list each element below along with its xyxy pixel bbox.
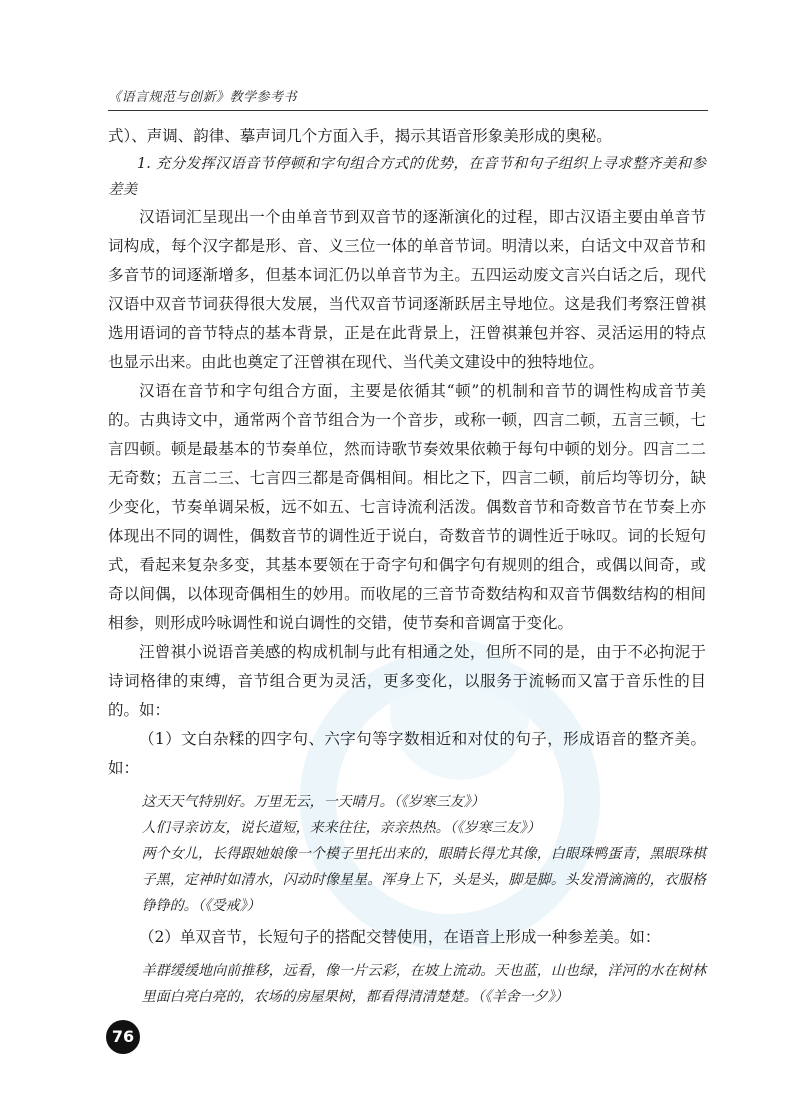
main-text: [108, 122, 706, 1014]
quote-block: [142, 789, 706, 919]
quote-line: 这天天气特别好。万里无云，一天晴月。（《岁寒三友》）: [141, 794, 485, 810]
page-number: 76: [106, 1020, 140, 1054]
paragraph: 汉语在音节和字句组合方面，主要是依循其“顿”的机制和音节的调性构成音节美的。古典诗文中，通常两个音节组合为一个音步，或称一顿，四言二顿，五言三顿，七言四顿。顿是最基本的节奏单位，然而诗歌节奏效果依赖于每句中顿的划分。四言二二无奇数；五言二三、七言四三都是奇偶相间。相比之下，四言二顿，前后均等切分，缺少变化，节奏单调呆板，远不如五、七言诗流利活泼。偶数音节和奇数音节在节奏上亦体现出不同的调性，偶数音节的调性近于说白，奇数音节的调性近于咏叹。词的长短句式，看起来复杂多变，其基本要领在于奇字句和偶字句有规则的组合，或偶以间奇，或奇以间偶，以体现奇偶相生的妙用。而收尾的三音节奇数结构和双音节偶数结构的相间相参，则形成吟咏调性和说白调性的交错，使节奏和音调富于变化。: [108, 382, 706, 632]
section-heading: 1. 充分发挥汉语音节停顿和字句组合方式的优势，在音节和句子组织上寻求整齐美和参差美: [108, 156, 706, 198]
quote-block: [142, 958, 706, 1010]
paragraph: 汪曾祺小说语音美感的构成机制与此有相通之处，但所不同的是，由于不必拘泥于诗词格律的束缚，音节组合更为灵活，更多变化，以服务于流畅而又富于音乐性的目的。如：: [108, 643, 706, 719]
list-item: （2）单双音节，长短句子的搭配交替使用，在语音上形成一种参差美。如：: [139, 928, 661, 946]
paragraph: 汉语词汇呈现出一个由单音节到双音节的逐渐演化的过程，即古汉语主要由单音节词构成，每个汉字都是形、音、义三位一体的单音节词。明清以来，白话文中双音节和多音节的词逐渐增多，但基本词汇仍以单音节为主。五四运动废文言兴白话之后，现代汉语中双音节词获得很大发展，当代双音节词逐渐跃居主导地位。这是我们考察汪曾祺选用语词的音节特点的基本背景，正是在此背景上，汪曾祺兼包并容、灵活运用的特点也显示出来。由此也奠定了汪曾祺在现代、当代美文建设中的独特地位。: [108, 208, 706, 371]
header-rule: [108, 110, 708, 111]
running-header: 《语言规范与创新》教学参考书: [108, 90, 298, 105]
list-item: （1）文白杂糅的四字句、六字句等字数相近和对仗的句子，形成语音的整齐美。如：: [108, 730, 706, 777]
paragraph-continuation: 式）、声调、韵律、摹声词几个方面入手，揭示其语音形象美形成的奥秘。: [108, 127, 612, 145]
quote-line: 两个女儿，长得跟她娘像一个模子里托出来的，眼睛长得尤其像，白眼珠鸭蛋青，黑眼珠棋子黑，定神时如清水，闪动时像星星。浑身上下，头是头，脚是脚。头发滑滴滴的，衣服格铮铮的。（《受戒》）: [141, 846, 706, 914]
quote-line: 羊群缓缓地向前推移，远看，像一片云彩，在坡上流动。天也蓝，山也绿，洋河的水在树林里面白亮白亮的，农场的房屋果树，都看得清清楚楚。（《羊舍一夕》）: [141, 963, 706, 1005]
quote-line: 人们寻亲访友，说长道短，来来往往，亲亲热热。（《岁寒三友》）: [141, 820, 541, 836]
